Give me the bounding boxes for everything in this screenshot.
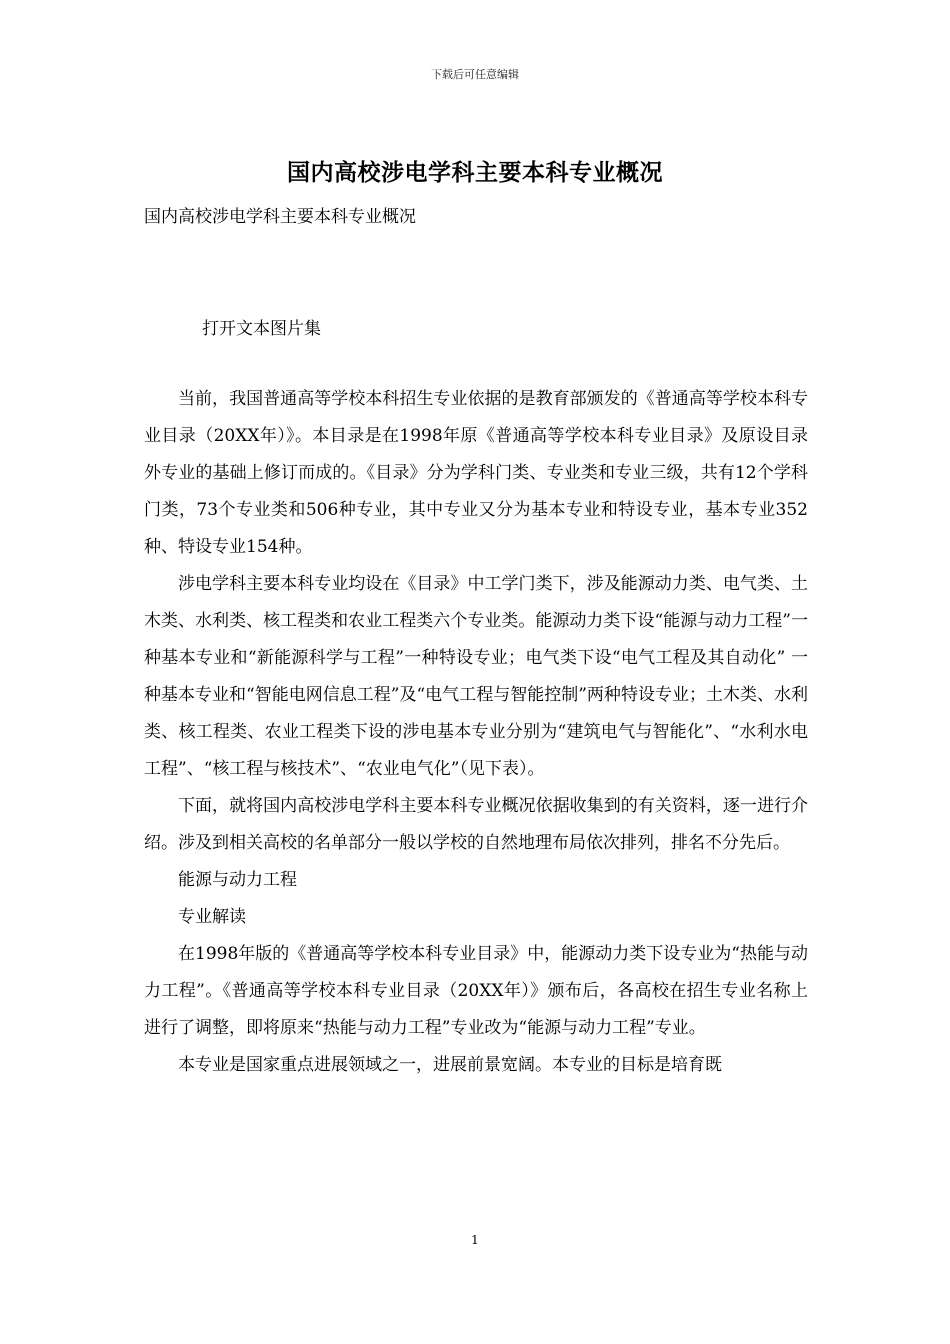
page-number: 1 — [471, 1233, 479, 1247]
paragraph: 本专业是国家重点进展领域之一，进展前景宽阔。本专业的目标是培育既 — [178, 1055, 722, 1075]
page-header-note: 下载后可任意编辑 — [431, 68, 519, 81]
paragraph: 涉电学科主要本科专业均设在《目录》中工学门类下，涉及能源动力类、电气类、土木类、水利类、核工程类和农业工程类六个专业类。能源动力类下设“能源与动力工程”一种基本专业和“新能源科学与工程”一种特设专业；电气类下设“电气工程及其自动化” 一种基本专业和“智能电网信息工程”及“电气工程与智能控制”两种特设专业；土木类、水利类、核工程类、农业工程类下设的涉电基本专业分别为“建筑电气与智能化”、“水利水电工程”、“核工程与核技术”、“农业电气化”（见下表）。 — [144, 574, 808, 779]
section-heading: 能源与动力工程 — [178, 870, 297, 890]
paragraph: 下面，就将国内高校涉电学科主要本科专业概况依据收集到的有关资料，逐一进行介绍。涉及到相关高校的名单部分一般以学校的自然地理布局依次排列，排名不分先后。 — [144, 796, 808, 853]
subsection-heading: 专业解读 — [178, 907, 246, 927]
paragraph: 当前，我国普通高等学校本科招生专业依据的是教育部颁发的《普通高等学校本科专业目录（20XX年）》。本目录是在1998年原《普通高等学校本科专业目录》及原设目录外专业的基础上修订而成的。《目录》分为学科门类、专业类和专业三级，共有12个学科门类，73个专业类和506种专业，其中专业又分为基本专业和特设专业，基本专业352种、特设专业154种。 — [144, 389, 808, 557]
document-title: 国内高校涉电学科主要本科专业概况 — [287, 159, 663, 186]
paragraph: 在1998年版的《普通高等学校本科专业目录》中，能源动力类下设专业为“热能与动力工程”。《普通高等学校本科专业目录（20XX年）》颁布后，各高校在招生专业名称上进行了调整，即将原来“热能与动力工程”专业改为“能源与动力工程”专业。 — [144, 944, 808, 1038]
document-body — [144, 381, 808, 1084]
open-image-gallery-link[interactable]: 打开文本图片集 — [202, 319, 321, 339]
document-subtitle: 国内高校涉电学科主要本科专业概况 — [144, 207, 416, 227]
